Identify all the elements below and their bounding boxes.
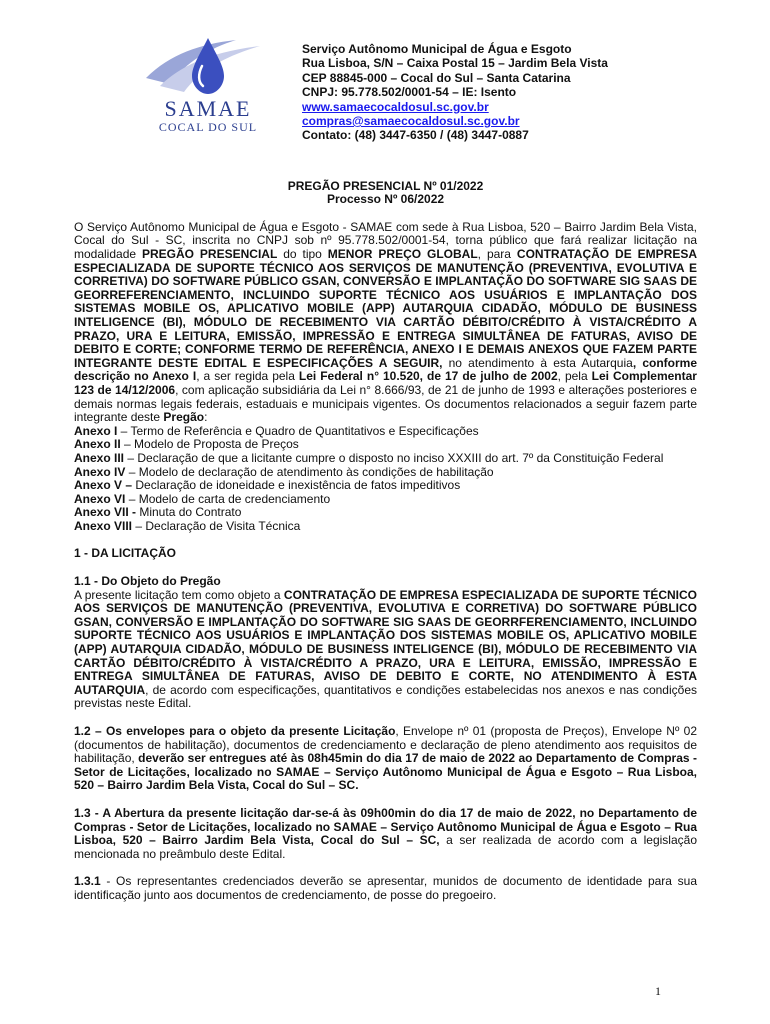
section-1-2-paragraph [74, 725, 697, 793]
intro-bold: , conforme descrição no Anexo I [74, 355, 697, 384]
section-1-3-1-paragraph [74, 875, 697, 902]
annex-label: Anexo I [74, 423, 118, 438]
paragraph-text: A presente licitação tem como objeto a [74, 587, 284, 602]
intro-bold: MENOR PREÇO GLOBAL [327, 247, 478, 261]
intro-text: , a ser regida pela [196, 369, 299, 384]
intro-text: , com aplicação subsidiária da Lei n° 8.666/93, de 21 de junho de 1993 e alterações posteriores e demais normas legais federais, estaduais e municipais vigentes. Os documentos relacionados a seguir fazem parte integrante deste [74, 382, 697, 425]
intro-bold: PREGÃO PRESENCIAL [141, 247, 278, 261]
annex-text: Minuta do Contrato [136, 505, 242, 520]
section-1-1-paragraph [74, 589, 697, 711]
annex-label: Anexo VI [74, 491, 126, 506]
annex-text: – Declaração de que a licitante cumpre o disposto no inciso XXXIII do art. 7º da Constituição Federal [124, 450, 664, 465]
email-link[interactable]: compras@samaecocaldosul.sc.gov.br [302, 114, 520, 129]
website-link[interactable]: www.samaecocaldosul.sc.gov.br [302, 99, 489, 114]
intro-text: no atendimento à esta Autarquia [442, 355, 633, 370]
annex-item [74, 452, 697, 466]
spacer [74, 861, 697, 875]
section-1-3-paragraph [74, 807, 697, 861]
annex-text: – Modelo de declaração de atendimento às condições de habilitação [125, 464, 494, 479]
annex-label: Anexo II [74, 437, 121, 452]
subsection-heading: 1.1 - Do Objeto do Pregão [74, 574, 221, 589]
spacer [74, 793, 697, 807]
annex-item [74, 466, 697, 480]
document-body [74, 180, 697, 903]
cep-line: CEP 88845-000 – Cocal do Sul – Santa Catarina [302, 70, 571, 85]
paragraph-bold: 1.2 – Os envelopes para o objeto da presente Licitação [74, 724, 396, 738]
spacer [74, 561, 697, 575]
org-name: Serviço Autônomo Municipal de Água e Esgoto [302, 42, 572, 56]
paragraph-text: - Os representantes credenciados deverão se apresentar, munidos de documento de identidade para sua identificação junto aos documentos de credenciamento, de posse do pregoeiro. [74, 874, 697, 902]
paragraph-bold: CONTRATAÇÃO DE EMPRESA ESPECIALIZADA DE SUPORTE TÉCNICO AOS SERVIÇOS DE MANUTENÇÃO (PREVENTIVA, EVOLUTIVA E CORRETIVA) DO SOFTWARE PÚBLICO GSAN, CONVERSÃO E IMPLANTAÇÃO DO SOFTWARE SIG SAAS DE GEORRFERENCIAMENTO, INCLUINDO SUPORTE TÉCNICO AOS USUÁRIOS E IMPLANTAÇÃO DOS SISTEMAS MOBILE OS, APLICATIVO MOBILE (APP) AUTARQUIA CIDADÃO, MÓDULO DE BUSINESS INTELIGENCE (BI), MÓDULO DE RECEBIMENTO VIA CARTÃO DÉBITO/CRÉDITO À VISTA/CRÉDITO A PRAZO, URA E LEITURA, EMISSÃO, IMPRESSÃO E ENTREGA SIMULTÂNEA DE FATURAS, AVISO DE DEBITO E CORTE, NO ATENDIMENTO À ESTA AUTARQUIA [74, 587, 698, 697]
annex-label: Anexo VII - [74, 505, 137, 520]
annex-item [74, 425, 697, 439]
paragraph-bold: deverão ser entregues até às 08h45min do dia 17 de maio de 2022 ao Departamento de Compras - Setor de Licitações, localizado no SAMAE – Serviço Autônomo Municipal de Água e Esgoto – Rua Lisboa, 520 – Bairro Jardim Bela Vista, Cocal do Sul – SC. [74, 751, 698, 793]
intro-law: Lei Complementar 123 de 14/12/2006 [74, 369, 697, 397]
letterhead [0, 0, 770, 150]
intro-text: , para [477, 247, 517, 261]
section-1-heading [74, 547, 697, 561]
cnpj-line: CNPJ: 95.778.502/0001-54 – IE: Isento [302, 85, 517, 100]
water-drop-icon [140, 36, 276, 98]
annex-text: – Declaração de Visita Técnica [132, 518, 301, 533]
annex-item [74, 438, 697, 452]
annex-text: – Termo de Referência e Quadro de Quantitativos e Especificações [117, 423, 479, 438]
logo-name: SAMAE [164, 96, 252, 121]
page-number: 1 [655, 984, 661, 998]
annex-label: Anexo IV [74, 464, 126, 479]
intro-paragraph [74, 221, 697, 425]
annex-item [74, 506, 697, 520]
annex-text: – Modelo de carta de credenciamento [125, 491, 331, 506]
address-line: Rua Lisboa, S/N – Caixa Postal 15 – Jardim Bela Vista [302, 56, 608, 71]
intro-text: , pela [557, 369, 592, 384]
samae-logo [140, 36, 276, 136]
paragraph-text: , Envelope nº 01 (proposta de Preços), Envelope Nº 02 (documentos de habilitação), documentos de credenciamento e declaração de pleno atendimento aos requisitos de habilitação, [74, 724, 697, 766]
annex-list [74, 425, 697, 534]
annex-label: Anexo V – [74, 478, 133, 493]
annex-text: Declaração de idoneidade e inexistência de fatos impeditivos [132, 478, 461, 493]
intro-law: Lei Federal n° 10.520, de 17 de julho de 2002 [298, 369, 558, 384]
spacer [74, 711, 697, 725]
annex-item [74, 493, 697, 507]
title-line-1: PREGÃO PRESENCIAL Nº 01/2022 [287, 179, 484, 193]
annex-text: – Modelo de Proposta de Preços [120, 437, 299, 452]
intro-bold: Pregão [163, 410, 205, 425]
annex-label: Anexo VIII [74, 518, 133, 533]
title-line-2: Processo Nº 06/2022 [326, 192, 445, 207]
paragraph-bold: 1.3.1 [74, 874, 101, 889]
intro-object: CONTRATAÇÃO DE EMPRESA ESPECIALIZADA DE SUPORTE TÉCNICO AOS SERVIÇOS DE MANUTENÇÃO (PREVENTIVA, EVOLUTIVA E CORRETIVA) DO SOFTWARE PÚBLICO GSAN, CONVERSÃO E IMPLANTAÇÃO DO SOFTWARE SIG SAAS DE GEORREFERENCIAMENTO, INCLUINDO SUPORTE TÉCNICO AOS USUÁRIOS E IMPLANTAÇÃO DOS SISTEMAS MOBILE OS, APLICATIVO MOBILE (APP) AUTARQUIA CIDADÃO, MÓDULO DE BUSINESS INTELIGENCE (BI), MÓDULO DE RECEBIMENTO VIA CARTÃO DÉBITO/CRÉDITO À VISTA/CRÉDITO A PRAZO, URA E LEITURA, EMISSÃO, IMPRESSÃO E ENTREGA SIMULTÂNEA DE FATURAS, AVISO DE DEBITO E CORTE; CONFORME TERMO DE REFERÊNCIA, ANEXO I E DEMAIS ANEXOS QUE FAZEM PARTE INTEGRANTE DESTE EDITAL E ESPECIFICAÇÕES A SEGUIR, [74, 247, 698, 370]
annex-label: Anexo III [74, 450, 125, 465]
intro-text: O Serviço Autônomo Municipal de Água e Esgoto - SAMAE com sede à Rua Lisboa, 520 – Bairro Jardim Bela Vista, Cocal do Sul - SC, inscrita no CNPJ sob nº 95.778.502/0001-54, torna público que fará realizar licitação na modalidade [74, 219, 697, 261]
paragraph-text: , de acordo com especificações, quantitativos e condições estabelecidas nos anexos e nas condições previstas neste Edital. [74, 682, 697, 711]
paragraph-bold: 1.3 - A Abertura da presente licitação dar-se-á às 09h00min do dia 17 de maio de 2022, no Departamento de Compras - Setor de Licitações, localizado no SAMAE – Serviço Autônomo Municipal de Água e Esgoto – Rua Lisboa, 520 – Bairro Jardim Bela Vista, Cocal do Sul – SC, [74, 805, 697, 848]
section-1-1-heading [74, 575, 697, 589]
contact-block [302, 42, 608, 143]
logo-subtitle: COCAL DO SUL [158, 120, 258, 134]
annex-item [74, 520, 697, 534]
annex-item [74, 479, 697, 493]
intro-text: do tipo [277, 247, 328, 261]
section-heading: 1 - DA LICITAÇÃO [74, 546, 176, 561]
document-title [74, 180, 697, 207]
paragraph-text: a ser realizada de acordo com a legislação mencionada no preâmbulo deste Edital. [74, 833, 697, 861]
phone-line: Contato: (48) 3447-6350 / (48) 3447-0887 [302, 128, 529, 143]
intro-text: : [204, 410, 208, 425]
